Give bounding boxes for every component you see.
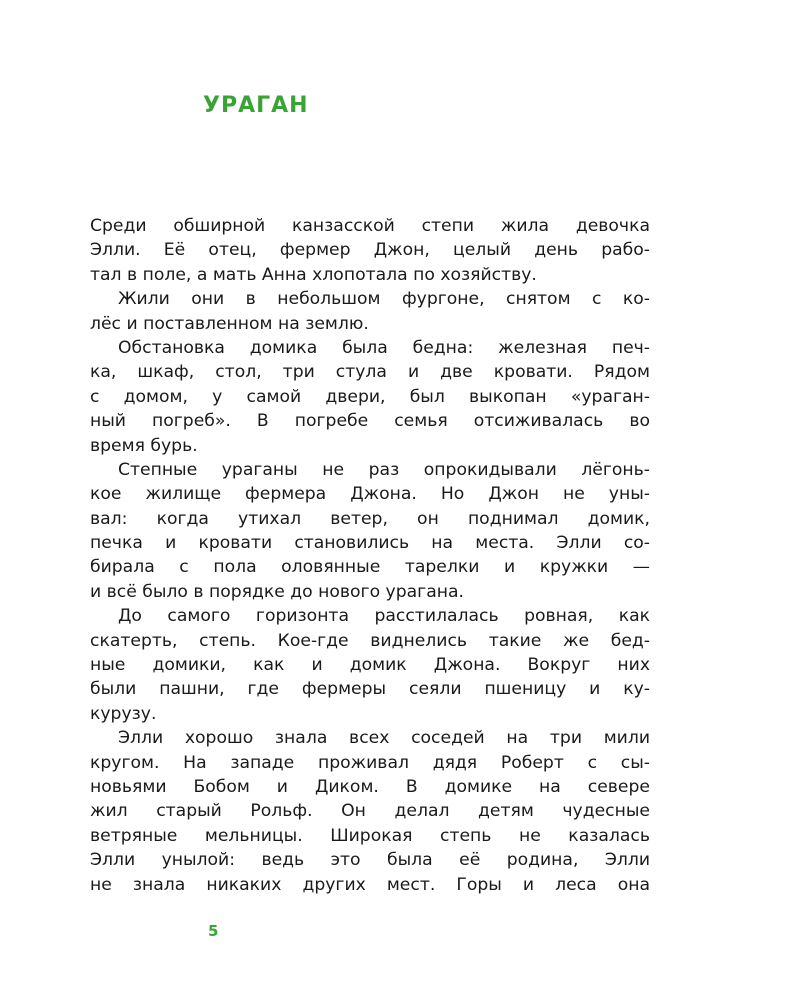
text-line: ветряные мельницы. Широкая степь не казалась bbox=[90, 825, 650, 846]
text-line: время бурь. bbox=[90, 435, 198, 456]
text-line: ка, шкаф, стол, три стула и две кровати. Рядом bbox=[90, 362, 650, 383]
text-line: печка и кровати становились на места. Элли со- bbox=[90, 533, 650, 554]
chapter-body-text bbox=[90, 214, 650, 897]
text-line: и всё было в порядке до нового урагана. bbox=[90, 581, 464, 602]
text-line: ные домики, как и домик Джона. Вокруг них bbox=[90, 655, 650, 676]
text-line: были пашни, где фермеры сеяли пшеницу и ку- bbox=[90, 679, 650, 700]
text-line: не знала никаких других мест. Горы и леса она bbox=[90, 874, 650, 895]
page-number: 5 bbox=[208, 922, 219, 940]
text-line: лёс и поставленном на землю. bbox=[90, 313, 369, 334]
text-line: Степные ураганы не раз опрокидывали лёгонь- bbox=[118, 459, 650, 480]
text-line: Жили они в небольшом фургоне, снятом с ко- bbox=[118, 289, 650, 310]
text-line: Элли хорошо знала всех соседей на три мили bbox=[118, 728, 650, 749]
text-line: жил старый Рольф. Он делал детям чудесные bbox=[90, 801, 650, 822]
text-line: с домом, у самой двери, был выкопан «ураган- bbox=[90, 386, 650, 407]
text-line: кое жилище фермера Джона. Но Джон не уны- bbox=[90, 484, 650, 505]
text-line: новьями Бобом и Диком. В домике на севере bbox=[90, 776, 650, 797]
text-line: Обстановка домика была бедна: железная печ- bbox=[118, 337, 650, 358]
text-line: скатерть, степь. Кое-где виднелись такие же бед- bbox=[90, 630, 650, 651]
text-line: Элли унылой: ведь это была её родина, Элли bbox=[90, 850, 650, 871]
text-line: Среди обширной канзасской степи жила девочка bbox=[90, 216, 650, 236]
text-line: ный погреб». В погребе семья отсиживалась во bbox=[90, 411, 650, 432]
text-line: бирала с пола оловянные тарелки и кружки — bbox=[90, 557, 650, 578]
chapter-title: УРАГАН bbox=[203, 93, 309, 118]
text-line: Элли. Её отец, фермер Джон, целый день рабо- bbox=[90, 240, 650, 261]
text-line: курузу. bbox=[90, 703, 157, 724]
text-line: вал: когда утихал ветер, он поднимал домик, bbox=[90, 508, 650, 529]
text-line: кругом. На западе проживал дядя Роберт с сы- bbox=[90, 752, 650, 773]
text-line: тал в поле, а мать Анна хлопотала по хозяйству. bbox=[90, 264, 537, 285]
text-line: До самого горизонта расстилалась ровная, как bbox=[118, 606, 650, 627]
